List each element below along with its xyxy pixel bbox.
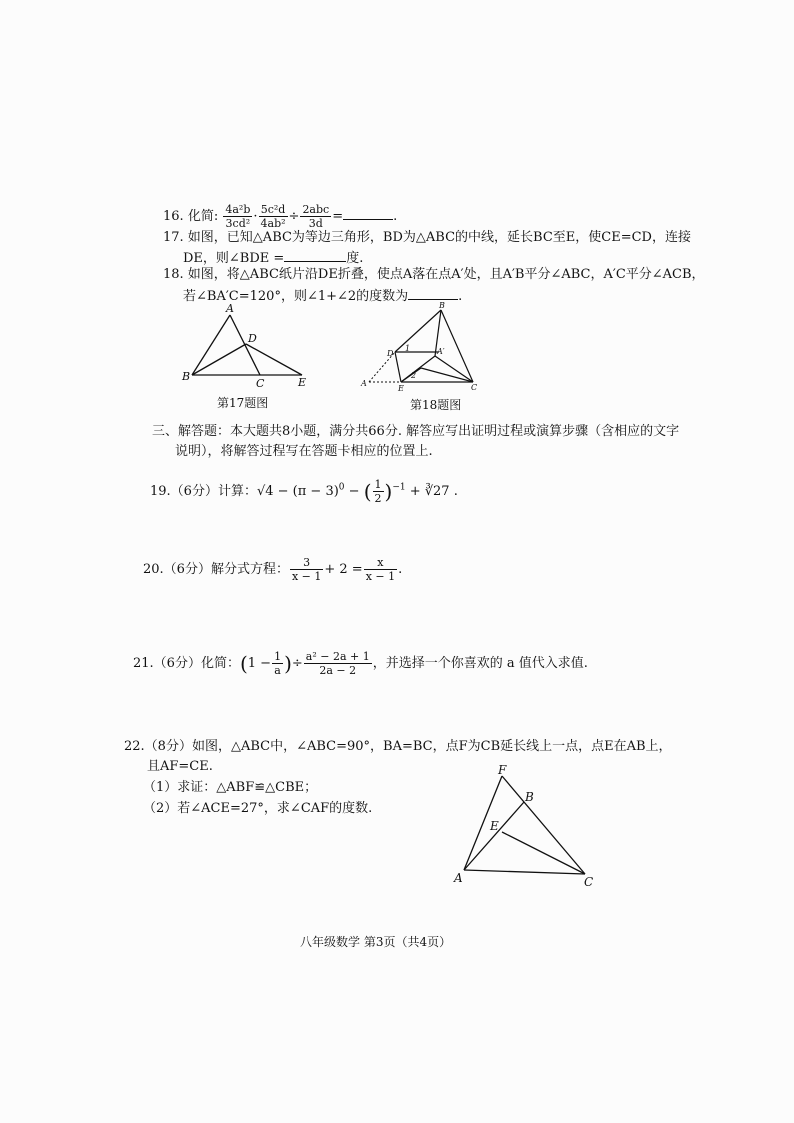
q20-fraction-2: $\frac{x}{x - 1}$ — [365, 556, 396, 583]
q16-fraction-2: $\frac{\text{5c²d}}{\text{4ab²}}$ — [260, 203, 286, 230]
q16-fraction-3: $\frac{\text{2abc}}{3d}$ — [302, 203, 330, 230]
question-16: 16. 化简: $\frac{\text{4a²b}}{\text{3cd²}}$ · $\frac{\text{5c²d}}{\text{4ab²}}$ ÷ $\frac{\text{2abc}}{3d}$ = . — [163, 203, 398, 230]
question-19: 19.（6分）计算：$√4 - (\pi - 3)^0$ − ( $\frac{1}{2}$ )$^{-1}$ + ∛27 . — [150, 478, 458, 505]
figure-17 — [180, 300, 315, 390]
question-17-line-1: 17. 如图，已知△ABC为等边三角形，BD为△ABC的中线，延长BC至E，使CE=CD，连接 — [163, 230, 691, 245]
figure-22 — [450, 762, 600, 892]
fig18-caption: 第18题图 — [410, 398, 462, 412]
fig18-label-A-prime: A′ — [437, 347, 445, 356]
q21-fraction-1: $\frac{1}{a}$ — [274, 650, 282, 677]
question-22-line-1: 22.（8分）如图，△ABC中，∠ABC=90°，BA=BC，点F为CB延长线上一点，点E在AB上， — [124, 739, 672, 754]
fig18-angle-1: 1 — [405, 344, 411, 353]
fig22-label-F: F — [498, 763, 507, 777]
figure-18 — [355, 298, 485, 393]
fig22-label-B: B — [525, 790, 534, 804]
page-footer: 八年级数学 第3页（共4页） — [300, 935, 452, 949]
fig17-label-C: C — [256, 377, 265, 390]
q16-fraction-1: $\frac{\text{4a²b}}{\text{3cd²}}$ — [225, 203, 251, 230]
q16-number: 16. — [163, 209, 184, 224]
fig17-label-D: D — [248, 332, 257, 345]
question-20: 20.（6分）解分式方程： $\frac{3}{x - 1}$ + 2 = $\frac{x}{x - 1}$ . — [143, 556, 403, 583]
fig18-label-D: D — [387, 349, 394, 358]
fig18-label-A: A — [361, 379, 367, 388]
q16-answer-blank — [343, 207, 393, 220]
question-18-line-1: 18. 如图，将△ABC纸片沿DE折叠，使点A落在点A′处，且A′B平分∠ABC，A′C平分∠ACB， — [163, 267, 705, 282]
question-21: 21.（6分）化简：(1 − $\frac{1}{a}$ )÷ $\frac{\text{a² − 2a + 1}}{2a - 2}$ ，并选择一个你喜欢的 a 值代入求值. — [133, 650, 588, 677]
fig17-label-A: A — [226, 302, 234, 315]
q20-fraction-1: $\frac{3}{x - 1}$ — [291, 556, 322, 583]
question-17-line-2: DE，则∠BDE = 度. — [183, 251, 364, 266]
fig18-label-C: C — [471, 383, 478, 392]
fig17-caption: 第17题图 — [217, 396, 269, 410]
fig17-label-B: B — [182, 370, 191, 383]
fig17-label-E: E — [298, 376, 307, 389]
question-22-line-2: 且AF=CE. — [147, 759, 213, 774]
question-22-part-1: （1）求证：△ABF≌△CBE； — [143, 780, 318, 795]
section-3-heading-line-2: 说明），将解答过程写在答题卡相应的位置上. — [175, 444, 433, 459]
fig18-angle-2: 2 — [411, 371, 417, 380]
question-22-part-2: （2）若∠ACE=27°，求∠CAF的度数. — [143, 801, 373, 816]
fig22-label-A: A — [454, 871, 463, 885]
fig22-label-C: C — [584, 875, 594, 889]
fig18-label-B: B — [439, 301, 445, 310]
fig18-label-E: E — [398, 384, 404, 393]
q21-fraction-2: $\frac{\text{a² − 2a + 1}}{2a - 2}$ — [305, 650, 370, 677]
q16-label: 化简: — [187, 209, 219, 224]
q19-fraction: $\frac{1}{2}$ — [374, 478, 382, 505]
question-18-line-2: 若∠BA′C=120°，则∠1+∠2的度数为 . — [183, 289, 463, 304]
section-3-heading-line-1: 三、解答题：本大题共8小题，满分共66分. 解答应写出证明过程或演算步骤（含相应的文字 — [152, 424, 680, 439]
q17-answer-blank — [284, 249, 346, 262]
fig22-label-E: E — [490, 819, 499, 833]
